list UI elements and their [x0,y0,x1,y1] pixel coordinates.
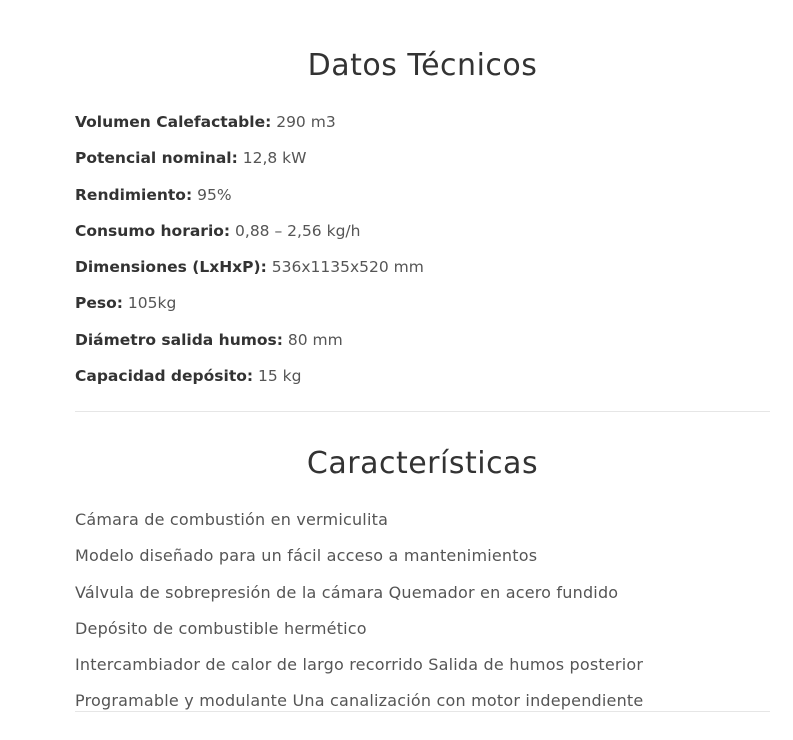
feature-item: Depósito de combustible hermético [75,618,367,638]
spec-label: Dimensiones (LxHxP): [75,258,267,277]
feature-item: Intercambiador de calor de largo recorrido Salida de humos posterior [75,655,644,675]
spec-item-tank-capacity [75,364,424,400]
spec-label: Volumen Calefactable: [75,113,272,131]
spec-value: 95% [192,185,232,204]
section-divider [75,711,770,712]
spec-item-flue-diameter [75,328,424,364]
spec-item-efficiency [75,183,424,219]
features-title: Características [306,446,539,481]
spec-item-weight [75,291,424,327]
spec-value: 290 m3 [271,113,336,131]
specs-list [75,110,424,400]
feature-item: Cámara de combustión en vermiculita [75,510,389,529]
feature-item: Válvula de sobrepresión de la cámara Quemador en acero fundido [75,582,619,602]
spec-label: Potencial nominal: [75,149,238,168]
features-list [75,508,643,726]
spec-value: 15 kg [253,367,302,386]
spec-label: Consumo horario: [75,221,231,240]
spec-label: Peso: [75,294,123,313]
specs-title: Datos Técnicos [307,48,538,83]
spec-label: Capacidad depósito: [75,367,254,386]
spec-item-hourly-consumption [75,219,424,255]
spec-label: Diámetro salida humos: [75,330,283,349]
spec-value: 536x1135x520 mm [266,258,424,277]
section-divider [75,411,770,412]
feature-item: Programable y modulante Una canalización con motor independiente [75,691,644,711]
spec-value: 80 mm [282,330,343,349]
spec-value: 12,8 kW [237,149,307,168]
spec-item-nominal-power [75,146,424,182]
spec-value: 0,88 – 2,56 kg/h [230,221,361,240]
feature-item: Modelo diseñado para un fácil acceso a mantenimientos [75,546,538,566]
spec-label: Rendimiento: [75,185,193,204]
spec-value: 105kg [122,294,177,313]
spec-item-heating-volume [75,110,424,146]
spec-item-dimensions [75,255,424,291]
